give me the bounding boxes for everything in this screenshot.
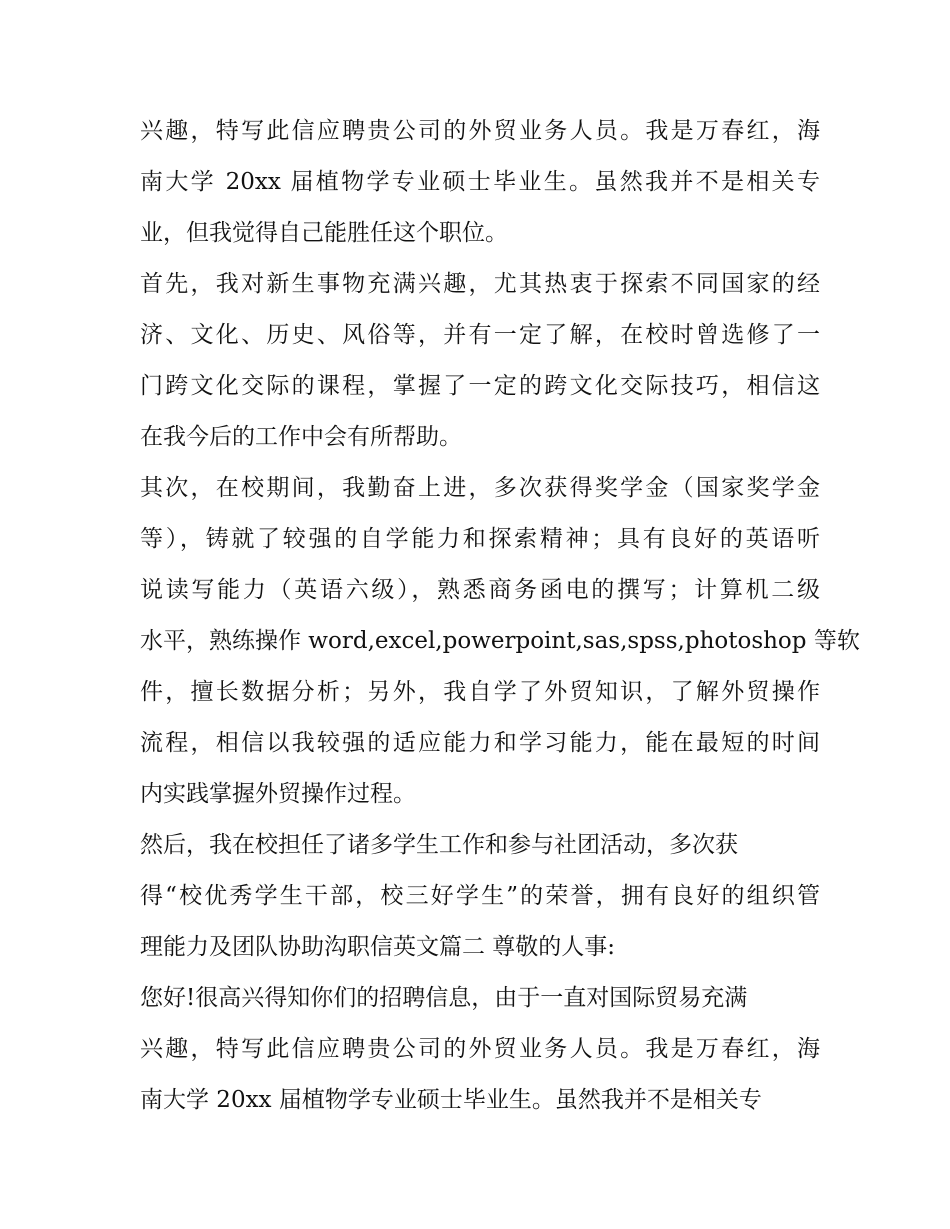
text-line: 南大学 20xx 届植物学专业硕士毕业生。虽然我并不是相关专 [140, 1087, 762, 1113]
text-line: 南大学 20xx 届植物学专业硕士毕业生。虽然我并不是相关专 [140, 169, 820, 195]
text-line: 说读写能力（英语六级），熟悉商务函电的撰写；计算机二级 [140, 577, 820, 603]
text-line: 得“校优秀学生干部，校三好学生”的荣誉，拥有良好的组织管 [140, 883, 820, 909]
text-line: 其次，在校期间，我勤奋上进，多次获得奖学金（国家奖学金 [140, 475, 820, 501]
letter-body [140, 106, 860, 1126]
text-line: 水平，熟练操作 word,excel,powerpoint,sas,spss,photoshop 等软 [140, 628, 860, 654]
text-line: 件，擅长数据分析；另外，我自学了外贸知识，了解外贸操作 [140, 679, 820, 705]
text-line: 流程，相信以我较强的适应能力和学习能力，能在最短的时间 [140, 730, 820, 756]
text-line: 在我今后的工作中会有所帮助。 [140, 424, 462, 450]
text-line: 理能力及团队协助沟职信英文篇二 尊敬的人事: [140, 934, 616, 960]
text-line: 然后，我在校担任了诸多学生工作和参与社团活动，多次获 [140, 832, 738, 858]
text-line: 兴趣，特写此信应聘贵公司的外贸业务人员。我是万春红，海 [140, 1036, 820, 1062]
text-line: 济、文化、历史、风俗等，并有一定了解，在校时曾选修了一 [140, 322, 820, 348]
text-line: 门跨文化交际的课程，掌握了一定的跨文化交际技巧，相信这 [140, 373, 820, 399]
text-line: 业，但我觉得自己能胜任这个职位。 [140, 220, 508, 246]
text-line: 首先，我对新生事物充满兴趣，尤其热衷于探索不同国家的经 [140, 271, 820, 297]
text-line: 您好!很高兴得知你们的招聘信息，由于一直对国际贸易充满 [140, 985, 748, 1011]
text-line: 内实践掌握外贸操作过程。 [140, 781, 416, 807]
text-line: 等），铸就了较强的自学能力和探索精神；具有良好的英语听 [140, 526, 820, 552]
text-line: 兴趣，特写此信应聘贵公司的外贸业务人员。我是万春红，海 [140, 118, 820, 144]
